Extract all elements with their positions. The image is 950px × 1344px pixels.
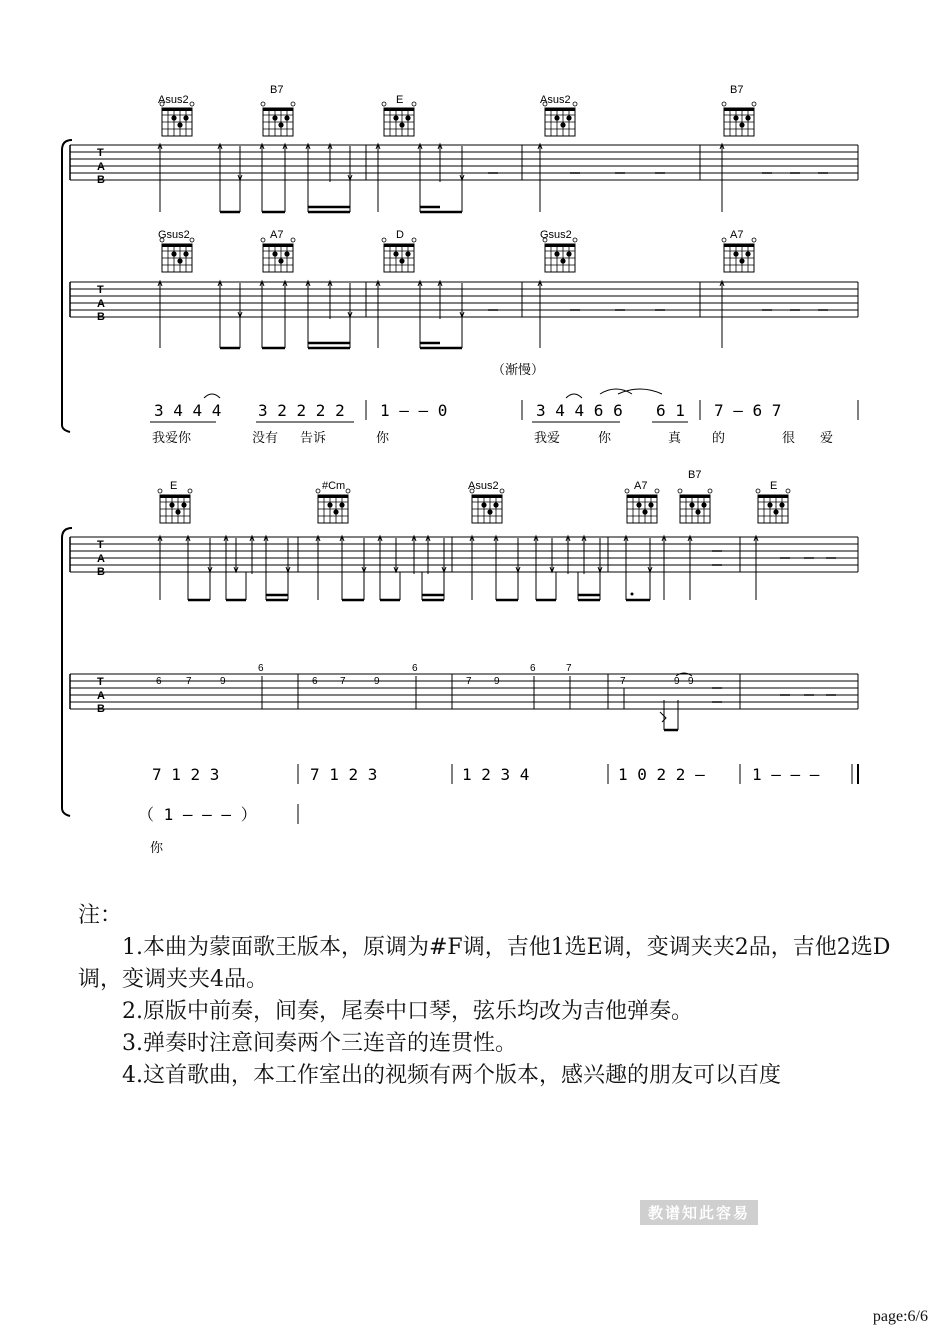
chord-diagrams-3 bbox=[158, 469, 790, 523]
jianpu-segment: 6 1 bbox=[656, 401, 685, 420]
lyric: 告诉 bbox=[300, 431, 327, 446]
lyric: 的 bbox=[712, 431, 726, 446]
chord-name: D bbox=[396, 229, 404, 241]
tab-letter-t: T bbox=[97, 147, 104, 159]
jianpu-segment: 1 2 3 4 bbox=[462, 765, 530, 784]
chord-name: B7 bbox=[270, 84, 284, 96]
fret-number: 7 bbox=[620, 676, 626, 687]
tab-letter-b: B bbox=[97, 703, 105, 715]
tab-letter-a: A bbox=[97, 161, 105, 173]
fret-number: 7 bbox=[186, 676, 192, 687]
tab-letter-t: T bbox=[97, 284, 104, 296]
page-number: page:6/6 bbox=[872, 1308, 928, 1325]
fret-number: 9 bbox=[374, 676, 380, 687]
fret-number: 9 bbox=[688, 676, 694, 687]
lyric: 没有 bbox=[252, 431, 279, 446]
lyric: 我爱 bbox=[534, 431, 561, 446]
tempo-mark: （渐慢） bbox=[492, 363, 545, 378]
jianpu-segment: 7 1 2 3 bbox=[152, 765, 220, 784]
jianpu-segment: 7 1 2 3 bbox=[310, 765, 378, 784]
tab-letter-b: B bbox=[97, 174, 105, 186]
note-item: 4.这首歌曲，本工作室出的视频有两个版本，感兴趣的朋友可以百度 bbox=[122, 1063, 781, 1088]
fret-number: 9 bbox=[674, 676, 680, 687]
system-3 bbox=[62, 469, 858, 856]
fret-number: 6 bbox=[312, 676, 318, 687]
system-2 bbox=[70, 229, 858, 446]
fret-number: 7 bbox=[340, 676, 346, 687]
lyric: 你 bbox=[150, 841, 164, 856]
chord-diagrams-1 bbox=[158, 84, 756, 136]
tab-letter-b: B bbox=[97, 311, 105, 323]
lyric: 真 bbox=[668, 431, 682, 446]
fret-number: 6 bbox=[156, 676, 162, 687]
lyrics-line-1 bbox=[152, 430, 833, 446]
lyric: 你 bbox=[598, 431, 612, 446]
jianpu-segment: 1 0 2 2 – bbox=[618, 765, 705, 784]
lyric: 很 bbox=[782, 431, 796, 446]
chord-name: #Cm bbox=[322, 480, 346, 492]
tab-letter-b: B bbox=[97, 566, 105, 578]
chord-name: A7 bbox=[730, 229, 744, 241]
chord-name: E bbox=[170, 480, 178, 492]
chord-name: Asus2 bbox=[540, 94, 571, 106]
jianpu-segment: 3 4 4 6 6 bbox=[536, 401, 623, 420]
jianpu-line-3 bbox=[138, 804, 298, 856]
lyric: 你 bbox=[376, 431, 390, 446]
chord-name: B7 bbox=[730, 84, 744, 96]
tab-letter-a: A bbox=[97, 298, 105, 310]
chord-name: Asus2 bbox=[468, 480, 499, 492]
watermark: 教谱知此容易 bbox=[640, 1200, 758, 1225]
tab-letter-t: T bbox=[97, 539, 104, 551]
jianpu-segment: （ 1 – – – ） bbox=[138, 805, 257, 824]
tab-staff-1 bbox=[70, 144, 858, 212]
tab-staff-2 bbox=[70, 281, 858, 348]
chord-name: A7 bbox=[270, 229, 284, 241]
chord-diagrams-2 bbox=[158, 229, 756, 272]
tab-letter-a: A bbox=[97, 553, 105, 565]
jianpu-segment: 1 – – 0 bbox=[380, 401, 448, 420]
jianpu-line-2 bbox=[152, 764, 858, 784]
fret-number: 9 bbox=[494, 676, 500, 687]
note-item: 1.本曲为蒙面歌王版本，原调为#F调，吉他1选E调，变调夹夹2品，吉他2选D调，变调夹夹4品。 bbox=[78, 935, 891, 992]
lyric: 爱 bbox=[820, 431, 834, 446]
chord-name: Gsus2 bbox=[158, 229, 190, 241]
fret-number: 6 bbox=[258, 663, 264, 674]
note-item: 3.弹奏时注意间奏两个三连音的连贯性。 bbox=[122, 1031, 517, 1056]
note-item: 2.原版中前奏，间奏，尾奏中口琴，弦乐均改为吉他弹奏。 bbox=[122, 999, 693, 1024]
chord-name: E bbox=[770, 480, 778, 492]
tab-staff-4 bbox=[70, 663, 858, 730]
fret-number: 9 bbox=[220, 676, 226, 687]
fret-number: 6 bbox=[412, 663, 418, 674]
chord-name: Gsus2 bbox=[540, 229, 572, 241]
tab-staff-3 bbox=[70, 536, 858, 600]
chord-name: E bbox=[396, 94, 404, 106]
chord-name: Asus2 bbox=[158, 94, 189, 106]
chord-name: B7 bbox=[688, 469, 702, 481]
tab-letter-a: A bbox=[97, 690, 105, 702]
fret-number: 7 bbox=[466, 676, 472, 687]
fret-number: 6 bbox=[530, 663, 536, 674]
tab-letter-t: T bbox=[97, 676, 104, 688]
notes-heading: 注： bbox=[78, 903, 123, 928]
jianpu-segment: 7 – 6 7 bbox=[714, 401, 782, 420]
jianpu-segment: 3 4 4 4 bbox=[154, 401, 222, 420]
lyric: 我爱你 bbox=[152, 431, 192, 446]
fret-number: 7 bbox=[566, 663, 572, 674]
jianpu-segment: 3 2 2 2 2 bbox=[258, 401, 345, 420]
notes-section bbox=[78, 900, 918, 1092]
chord-name: A7 bbox=[634, 480, 648, 492]
jianpu-line-1 bbox=[150, 389, 858, 422]
jianpu-segment: 1 – – – bbox=[752, 765, 820, 784]
